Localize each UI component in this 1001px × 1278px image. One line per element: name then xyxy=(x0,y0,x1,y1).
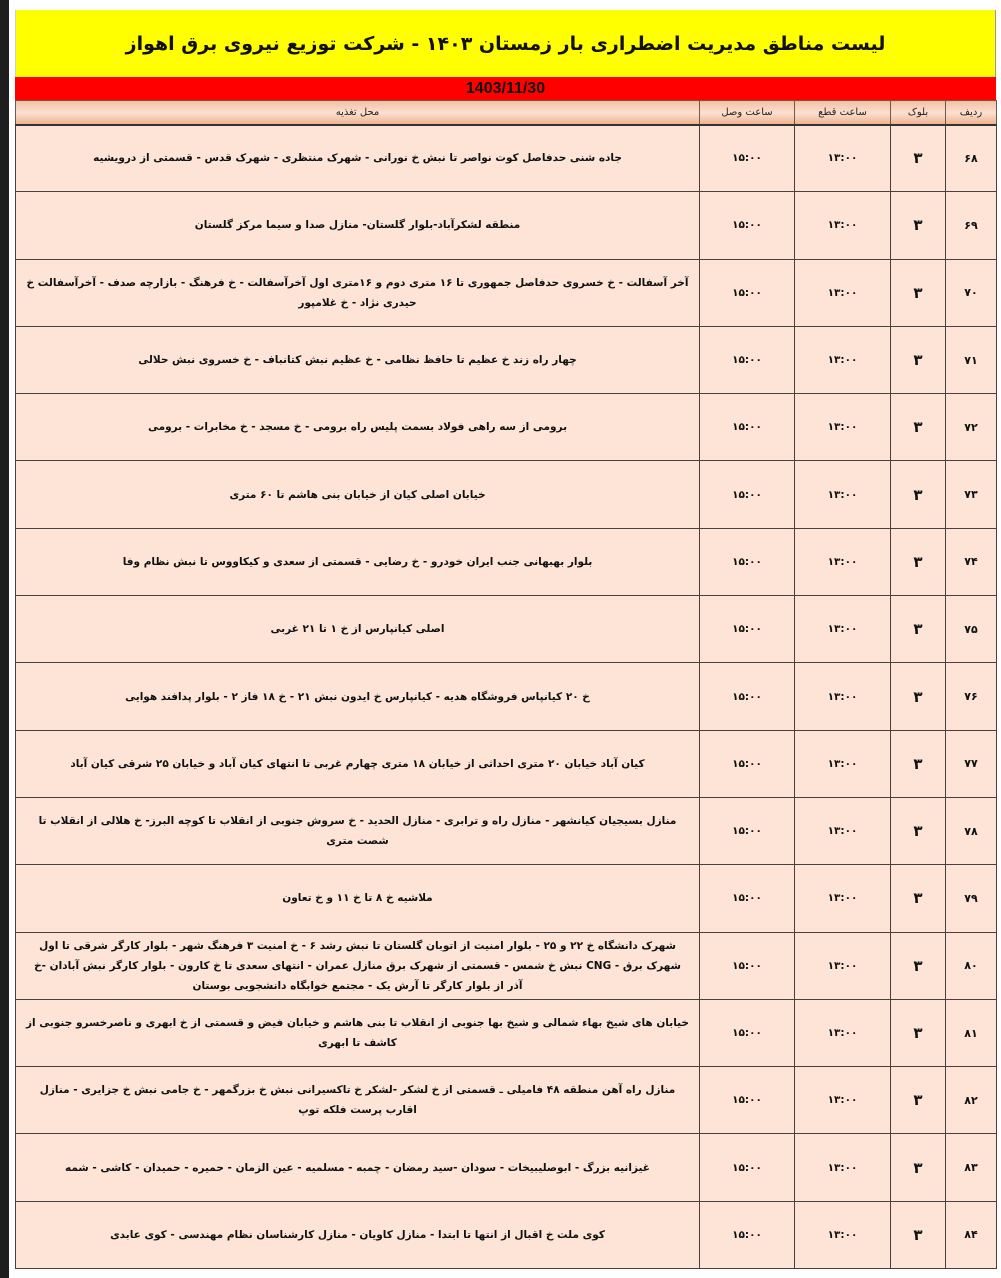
row-number-cell: ۷۸ xyxy=(946,797,997,864)
table-row xyxy=(16,326,997,393)
block-cell: ۳ xyxy=(891,999,946,1066)
block-cell: ۳ xyxy=(891,394,946,461)
cut-time-cell: ۱۳:۰۰ xyxy=(795,1201,891,1268)
connect-time-cell: ۱۵:۰۰ xyxy=(700,461,795,528)
block-cell: ۳ xyxy=(891,1201,946,1268)
block-cell: ۳ xyxy=(891,596,946,663)
column-header-block: بلوک xyxy=(891,101,946,125)
location-cell: خیابان های شیخ بهاء شمالی و شیخ بها جنوبی از انقلاب تا بنی هاشم و خیابان فیض و قسمتی از خ ابهری و ناصرخسرو جنوبی از کاشف تا ابهری xyxy=(16,999,700,1066)
connect-time-cell: ۱۵:۰۰ xyxy=(700,1134,795,1201)
connect-time-cell: ۱۵:۰۰ xyxy=(700,865,795,932)
connect-time-cell: ۱۵:۰۰ xyxy=(700,192,795,259)
cut-time-cell: ۱۳:۰۰ xyxy=(795,999,891,1066)
location-cell: برومی از سه راهی فولاد بسمت پلیس راه برومی - خ مسجد - خ مخابرات - برومی xyxy=(16,394,700,461)
column-header-cut-time: ساعت قطع xyxy=(795,101,891,125)
block-cell: ۳ xyxy=(891,865,946,932)
outage-table xyxy=(15,100,997,1269)
row-number-cell: ۷۴ xyxy=(946,528,997,595)
cut-time-cell: ۱۳:۰۰ xyxy=(795,125,891,192)
connect-time-cell: ۱۵:۰۰ xyxy=(700,394,795,461)
row-number-cell: ۷۹ xyxy=(946,865,997,932)
connect-time-cell: ۱۵:۰۰ xyxy=(700,663,795,730)
column-header-connect-time: ساعت وصل xyxy=(700,101,795,125)
cut-time-cell: ۱۳:۰۰ xyxy=(795,663,891,730)
schedule-date: 1403/11/30 xyxy=(15,77,996,100)
row-number-cell: ۷۰ xyxy=(946,259,997,326)
cut-time-cell: ۱۳:۰۰ xyxy=(795,528,891,595)
cut-time-cell: ۱۳:۰۰ xyxy=(795,730,891,797)
location-cell: اصلی کیانپارس از خ ۱ تا ۲۱ غربی xyxy=(16,596,700,663)
row-number-cell: ۸۴ xyxy=(946,1201,997,1268)
location-cell: منطقه لشکرآباد-بلوار گلستان- منازل صدا و سیما مرکز گلستان xyxy=(16,192,700,259)
row-number-cell: ۸۲ xyxy=(946,1067,997,1134)
connect-time-cell: ۱۵:۰۰ xyxy=(700,596,795,663)
location-cell: خیابان اصلی کیان از خیابان بنی هاشم تا ۶۰ متری xyxy=(16,461,700,528)
table-row xyxy=(16,192,997,259)
block-cell: ۳ xyxy=(891,663,946,730)
cut-time-cell: ۱۳:۰۰ xyxy=(795,394,891,461)
row-number-cell: ۷۵ xyxy=(946,596,997,663)
connect-time-cell: ۱۵:۰۰ xyxy=(700,999,795,1066)
cut-time-cell: ۱۳:۰۰ xyxy=(795,461,891,528)
connect-time-cell: ۱۵:۰۰ xyxy=(700,730,795,797)
window-edge-strip xyxy=(0,0,9,1278)
location-cell: کیان آباد خیابان ۲۰ متری احداثی از خیابان ۱۸ متری چهارم غربی تا انتهای کیان آباد و خیابان ۲۵ شرقی کیان آباد xyxy=(16,730,700,797)
page-title: لیست مناطق مدیریت اضطراری بار زمستان ۱۴۰۳ - شرکت توزیع نیروی برق اهواز xyxy=(15,10,996,77)
row-number-cell: ۶۸ xyxy=(946,125,997,192)
connect-time-cell: ۱۵:۰۰ xyxy=(700,259,795,326)
location-cell: منازل بسیجیان کیانشهر - منازل راه و ترابری - منازل الحدید - خ سروش جنوبی از انقلاب تا کوچه البرز- خ هلالی از انقلاب تا شصت متری xyxy=(16,797,700,864)
table-row xyxy=(16,865,997,932)
table-header-row xyxy=(16,101,997,125)
block-cell: ۳ xyxy=(891,1134,946,1201)
location-cell: کوی ملت خ اقبال از انتها تا ابتدا - منازل کاویان - منازل کارشناسان نظام مهندسی - کوی عابدی xyxy=(16,1201,700,1268)
table-row xyxy=(16,999,997,1066)
table-body xyxy=(16,125,997,1269)
row-number-cell: ۸۱ xyxy=(946,999,997,1066)
column-header-location: محل تغذیه xyxy=(16,101,700,125)
connect-time-cell: ۱۵:۰۰ xyxy=(700,125,795,192)
row-number-cell: ۷۳ xyxy=(946,461,997,528)
connect-time-cell: ۱۵:۰۰ xyxy=(700,932,795,999)
block-cell: ۳ xyxy=(891,259,946,326)
table-row xyxy=(16,730,997,797)
table-row xyxy=(16,1067,997,1134)
table-row xyxy=(16,663,997,730)
location-cell: شهرک دانشگاه خ ۲۲ و ۲۵ - بلوار امنیت از اتوبان گلستان تا نبش رشد ۶ - خ امنیت ۳ فرهنگ شهر - بلوار کارگر شرقی تا اول شهرک برق - CNG نبش خ شمس - قسمتی از شهرک برق منازل عمران - انتهای سعدی تا خ کارون - بلوار کارگر نبش آبادان -خ آذر از بلوار کارگر تا آرش یک - مجتمع خوابگاه دانشجویی بوستان xyxy=(16,932,700,999)
row-number-cell: ۷۲ xyxy=(946,394,997,461)
table-row xyxy=(16,125,997,192)
block-cell: ۳ xyxy=(891,125,946,192)
table-row xyxy=(16,932,997,999)
cut-time-cell: ۱۳:۰۰ xyxy=(795,1134,891,1201)
location-cell: آخر آسفالت - خ خسروی حدفاصل جمهوری تا ۱۶ متری دوم و ۱۶متری اول آخرآسفالت - خ فرهنگ - بازارچه صدف - آخرآسفالت خ حیدری نژاد - خ غلامپور xyxy=(16,259,700,326)
table-row xyxy=(16,394,997,461)
cut-time-cell: ۱۳:۰۰ xyxy=(795,192,891,259)
block-cell: ۳ xyxy=(891,528,946,595)
block-cell: ۳ xyxy=(891,1067,946,1134)
table-row xyxy=(16,797,997,864)
location-cell: خ ۲۰ کیانپاس فروشگاه هدیه - کیانپارس خ ایدون نبش ۲۱ - خ ۱۸ فاز ۲ - بلوار پدافند هوایی xyxy=(16,663,700,730)
location-cell: چهار راه زند خ عظیم تا حافظ نظامی - خ عظیم نبش کتانباف - خ خسروی نبش حلالی xyxy=(16,326,700,393)
table-row xyxy=(16,1134,997,1201)
cut-time-cell: ۱۳:۰۰ xyxy=(795,326,891,393)
table-row xyxy=(16,596,997,663)
row-number-cell: ۶۹ xyxy=(946,192,997,259)
cut-time-cell: ۱۳:۰۰ xyxy=(795,797,891,864)
block-cell: ۳ xyxy=(891,326,946,393)
location-cell: غیزانیه بزرگ - ابوصلیبیخات - سودان -سید رمضان - چمبه - مسلمیه - عین الزمان - حمیره - حمیدان - کاشی - شمه xyxy=(16,1134,700,1201)
column-header-row-number: ردیف xyxy=(946,101,997,125)
table-row xyxy=(16,1201,997,1268)
connect-time-cell: ۱۵:۰۰ xyxy=(700,1201,795,1268)
table-row xyxy=(16,259,997,326)
connect-time-cell: ۱۵:۰۰ xyxy=(700,528,795,595)
cut-time-cell: ۱۳:۰۰ xyxy=(795,1067,891,1134)
location-cell: ملاشیه خ ۸ تا خ ۱۱ و خ تعاون xyxy=(16,865,700,932)
connect-time-cell: ۱۵:۰۰ xyxy=(700,326,795,393)
cut-time-cell: ۱۳:۰۰ xyxy=(795,932,891,999)
block-cell: ۳ xyxy=(891,932,946,999)
location-cell: منازل راه آهن منطقه ۴۸ فامیلی ـ قسمتی از خ لشکر -لشکر خ تاکسیرانی نبش خ بزرگمهر - خ جامی نبش خ جزایری - منازل اقارب پرست فلکه توپ xyxy=(16,1067,700,1134)
table-row xyxy=(16,461,997,528)
row-number-cell: ۸۳ xyxy=(946,1134,997,1201)
block-cell: ۳ xyxy=(891,797,946,864)
table-row xyxy=(16,528,997,595)
block-cell: ۳ xyxy=(891,192,946,259)
connect-time-cell: ۱۵:۰۰ xyxy=(700,797,795,864)
row-number-cell: ۸۰ xyxy=(946,932,997,999)
block-cell: ۳ xyxy=(891,730,946,797)
outage-schedule-sheet xyxy=(15,10,996,1269)
location-cell: جاده شنی حدفاصل کوت نواصر تا نبش خ نورانی - شهرک منتظری - شهرک قدس - قسمتی از درویشیه xyxy=(16,125,700,192)
cut-time-cell: ۱۳:۰۰ xyxy=(795,865,891,932)
location-cell: بلوار بهبهانی جنب ایران خودرو - خ رضایی - قسمتی از سعدی و کیکاووس تا نبش نظام وفا xyxy=(16,528,700,595)
connect-time-cell: ۱۵:۰۰ xyxy=(700,1067,795,1134)
row-number-cell: ۷۷ xyxy=(946,730,997,797)
row-number-cell: ۷۶ xyxy=(946,663,997,730)
cut-time-cell: ۱۳:۰۰ xyxy=(795,259,891,326)
block-cell: ۳ xyxy=(891,461,946,528)
row-number-cell: ۷۱ xyxy=(946,326,997,393)
cut-time-cell: ۱۳:۰۰ xyxy=(795,596,891,663)
